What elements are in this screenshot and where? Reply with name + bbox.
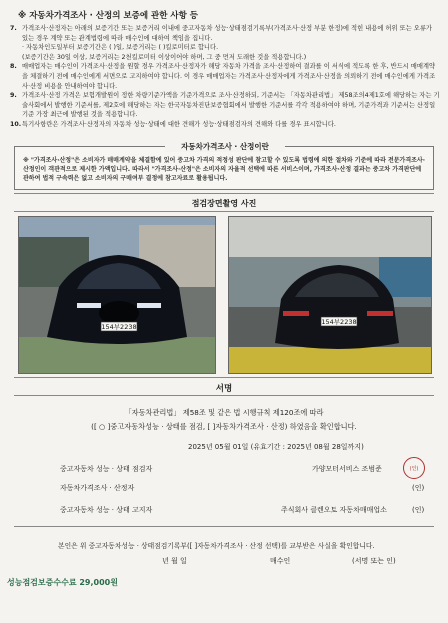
front-car-photo xyxy=(18,216,216,374)
term-number: 9. xyxy=(10,92,17,100)
law-line-2: ([ ○ ]중고자동차성능 · 상태를 점검, [ ]자동차가격조사 · 산정) 하였음을 확인합니다. xyxy=(91,422,357,431)
divider xyxy=(14,211,434,212)
term-number xyxy=(10,53,22,63)
term-text: 가격조사·산정자는 아래의 보증기간 또는 보증거리 이내에 중고자동차 성능·상태점검기록부(가격조사·산정 부분 한정)에 적힌 내용에 허위 또는 오류가 있는 경우 계약 또는 관계법령에 따라 매수인에 대하여 책임을 집니다. xyxy=(22,25,432,42)
rear-plate-text: 154부2238 xyxy=(321,318,357,326)
term-item xyxy=(10,91,440,120)
fee-text: 성능점검보증수수료 29,000원 xyxy=(7,578,118,587)
term-item xyxy=(10,62,440,91)
buyer-label: 매수인 xyxy=(270,557,291,565)
buyer-sign: (서명 또는 인) xyxy=(352,557,396,565)
term-number: 7. xyxy=(10,25,17,32)
term-text: (보증기간은 30일 이상, 보증거리는 2천킬로미터 이상이어야 하며, 그 중 먼저 도래한 것을 적용합니다.) xyxy=(22,53,307,61)
term-text: 가격조사·산정 가격은 보험개발원이 정한 차량기준가액을 기준가격으로 조사·산정하되, 기준서는 「자동차관리법」 제58조의4제1호에 해당하는 자는 기술사회에서 발행한 기준서를, 제2호에 해당하는 자는 한국자동차진단보증협회에서 발행한 기준서를 각각 적용하여야 하며, 기준가격과 기준서는 산정일 기준 가장 최근에 발행된 것을 적용합니다. xyxy=(22,92,440,119)
price-assessor-label: 자동차가격조사 · 산정자 xyxy=(60,484,135,492)
receipt-line: 본인은 위 중고자동차성능 · 상태점검기록부([ ]자동차가격조사 · 산정 선택)를 교부받은 사실을 확인합니다. xyxy=(58,542,375,550)
term-text: · 자동차인도일부터 보증기간은 ( )일, 보증거리는 ( )킬로미터로 합니다. xyxy=(22,44,219,52)
inspector-label: 중고자동차 성능 · 상태 점검자 xyxy=(60,465,153,473)
signature-title: 서명 xyxy=(215,384,233,394)
price-assessor-seal: (인) xyxy=(412,484,425,492)
term-text: 특기사항란은 가격조사·산정자의 자동차 성능·상태에 대한 견해가 성능·상태점검자의 견해와 다를 경우 표시합니다. xyxy=(22,120,336,128)
date-line: 2025년 05월 01일 (유효기간 : 2025년 08월 28일까지) xyxy=(188,443,364,451)
term-item xyxy=(10,43,440,53)
inspector-seal xyxy=(403,457,425,479)
terms-list xyxy=(10,24,440,130)
divider xyxy=(14,377,434,378)
notifier-name: 주식회사 클렌오토 자동차매매업소 xyxy=(281,506,387,514)
term-number: 10. xyxy=(10,120,22,128)
photo-section-title: 점검장면촬영 사진 xyxy=(191,199,257,208)
law-line-1: 「자동차관리법」 제58조 및 같은 법 시행규칙 제120조에 따라 xyxy=(124,408,324,417)
term-item xyxy=(10,120,440,130)
notice-text: ※ "가격조사·산정"은 소비자가 매매계약을 체결함에 있어 중고차 가격의 적정성 판단에 참고할 수 있도록 법령에 의한 절차와 기준에 따라 전문가격조사·산정인이 객관적으로 제시한 가액입니다. 따라서 "가격조사·산정"은 소비자의 자율적 선택에 따른 서비스이며, 가격조사·산정 결과는 중고차 가격판단에 관하여 법적 구속력은 없고 소비자의 구매여부 결정에 참고자료로 활용됩니다. xyxy=(23,157,426,182)
notice-heading: 자동차가격조사 · 산정이란 xyxy=(165,141,285,152)
term-number: 8. xyxy=(10,63,17,71)
seal-text: (인) xyxy=(409,465,419,472)
front-plate-text: 154부2238 xyxy=(101,323,137,331)
notice-box xyxy=(14,142,434,190)
term-text: 매매업자는 매수인이 가격조사·산정을 원할 경우 가격조사·산정자가 해당 자동차 가격을 조사·산정하여 결과를 이 서식에 적도록 한 후, 반드시 매매계약을 체결하기 전에 매수인에게 서면으로 고지하여야 합니다. 이 경우 매매업자는 가격조사·산정자에게 가격조사·산정을 의뢰하기 전에 매수인에게 가격조사·산정 비용을 안내하여야 합니다. xyxy=(22,63,436,90)
term-item xyxy=(10,24,440,43)
divider xyxy=(14,193,434,194)
divider xyxy=(14,526,434,527)
notifier-seal: (인) xyxy=(412,506,425,514)
term-item xyxy=(10,53,440,63)
notifier-label: 중고자동차 성능 · 상태 고지자 xyxy=(60,506,153,514)
divider xyxy=(14,395,434,396)
inspector-name: 가양모터서비스 조범준 xyxy=(312,465,382,473)
rear-car-photo xyxy=(228,216,432,374)
term-number xyxy=(10,43,22,53)
section-title: ※ 자동차가격조사 · 산정의 보증에 관한 사항 등 xyxy=(18,11,199,21)
receipt-date: 년 월 일 xyxy=(162,557,187,565)
